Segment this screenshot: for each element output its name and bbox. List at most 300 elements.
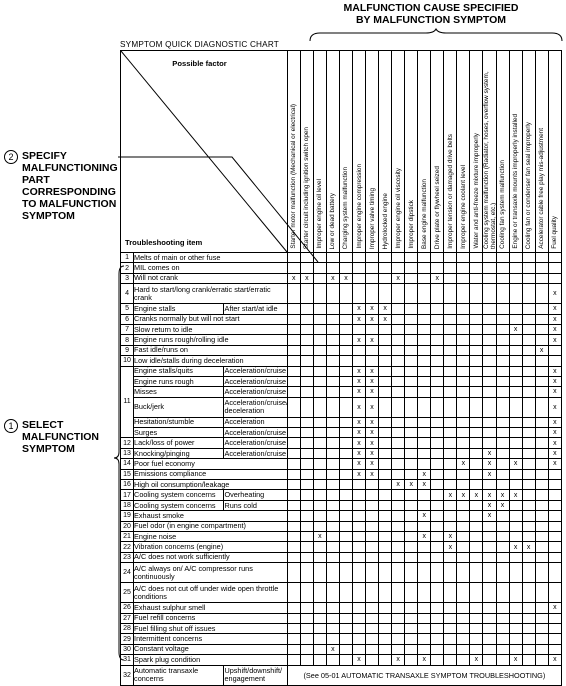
table-row bbox=[121, 613, 562, 623]
table-row bbox=[121, 366, 562, 376]
factor-cell bbox=[326, 490, 339, 500]
symptom-item: Fuel odor (in engine compartment) bbox=[134, 521, 288, 531]
callout-2-line: TO MALFUNCTION bbox=[22, 198, 117, 210]
factor-cell bbox=[326, 428, 339, 438]
table-row bbox=[121, 490, 562, 500]
factor-cell bbox=[418, 376, 431, 386]
factor-cell bbox=[287, 563, 300, 583]
factor-cell bbox=[483, 273, 496, 283]
factor-cell bbox=[535, 583, 548, 603]
symptom-item: Vibration concerns (engine) bbox=[134, 542, 288, 552]
factor-cell bbox=[522, 634, 535, 644]
factor-cell bbox=[326, 459, 339, 469]
factor-cell bbox=[548, 542, 561, 552]
factor-cell bbox=[483, 376, 496, 386]
factor-cell bbox=[444, 314, 457, 324]
row-number: 30 bbox=[121, 644, 134, 654]
factor-mark: x bbox=[548, 324, 561, 334]
factor-cell bbox=[470, 263, 483, 273]
factor-cell bbox=[379, 511, 392, 521]
factor-cell bbox=[457, 542, 470, 552]
factor-cell bbox=[431, 623, 444, 633]
factor-cell bbox=[470, 284, 483, 304]
factor-cell bbox=[339, 521, 352, 531]
factor-cell bbox=[300, 603, 313, 613]
factor-cell bbox=[470, 397, 483, 417]
factor-cell bbox=[379, 324, 392, 334]
table-row bbox=[121, 531, 562, 541]
factor-cell bbox=[300, 542, 313, 552]
factor-cell bbox=[509, 521, 522, 531]
row-number: 27 bbox=[121, 613, 134, 623]
factor-cell bbox=[300, 563, 313, 583]
symptom-item: Will not crank bbox=[134, 273, 288, 283]
factor-cell bbox=[313, 563, 326, 583]
factor-cell bbox=[287, 542, 300, 552]
factor-cell bbox=[326, 345, 339, 355]
factor-cell bbox=[418, 397, 431, 417]
factor-cell bbox=[300, 417, 313, 427]
factor-cell bbox=[496, 613, 509, 623]
factor-label: Drive plate or flywheel seized bbox=[433, 165, 441, 249]
factor-cell bbox=[405, 459, 418, 469]
factor-cell bbox=[313, 263, 326, 273]
factor-label: Improper valve timing bbox=[368, 187, 376, 249]
factor-cell bbox=[470, 335, 483, 345]
factor-cell bbox=[496, 655, 509, 665]
factor-mark: x bbox=[352, 459, 365, 469]
factor-cell bbox=[366, 273, 379, 283]
factor-cell bbox=[483, 335, 496, 345]
factor-cell bbox=[509, 469, 522, 479]
factor-cell bbox=[457, 511, 470, 521]
factor-cell bbox=[535, 511, 548, 521]
factor-cell bbox=[366, 356, 379, 366]
factor-cell bbox=[405, 521, 418, 531]
factor-mark: x bbox=[366, 376, 379, 386]
factor-cell bbox=[483, 253, 496, 263]
factor-cell bbox=[405, 613, 418, 623]
factor-cell bbox=[379, 345, 392, 355]
factor-cell bbox=[535, 356, 548, 366]
factor-cell bbox=[352, 623, 365, 633]
factor-cell bbox=[326, 634, 339, 644]
factor-mark: x bbox=[352, 314, 365, 324]
row-number: 8 bbox=[121, 335, 134, 345]
factor-cell bbox=[313, 387, 326, 397]
factor-cell bbox=[509, 253, 522, 263]
factor-cell bbox=[457, 583, 470, 603]
factor-cell bbox=[405, 603, 418, 613]
factor-cell bbox=[313, 511, 326, 521]
factor-cell bbox=[522, 469, 535, 479]
factor-cell bbox=[392, 531, 405, 541]
factor-cell bbox=[522, 253, 535, 263]
table-row bbox=[121, 634, 562, 644]
factor-cell bbox=[366, 583, 379, 603]
factor-cell bbox=[444, 428, 457, 438]
factor-cell bbox=[300, 521, 313, 531]
table-row bbox=[121, 469, 562, 479]
step-1-badge: 1 bbox=[4, 419, 18, 433]
factor-cell bbox=[352, 356, 365, 366]
factor-cell bbox=[483, 263, 496, 273]
row-number: 5 bbox=[121, 304, 134, 314]
symptom-item: High oil consumption/leakage bbox=[134, 480, 288, 490]
factor-cell bbox=[392, 324, 405, 334]
factor-cell bbox=[483, 397, 496, 417]
factor-cell bbox=[392, 387, 405, 397]
factor-cell bbox=[339, 563, 352, 583]
factor-cell bbox=[431, 438, 444, 448]
symptom-condition: After start/at idle bbox=[224, 304, 287, 314]
factor-cell bbox=[496, 531, 509, 541]
factor-label: Starter circuit including ignition switch open bbox=[303, 126, 311, 249]
table-row bbox=[121, 284, 562, 304]
row-number: 24 bbox=[121, 563, 134, 583]
factor-cell bbox=[444, 417, 457, 427]
factor-cell bbox=[405, 552, 418, 562]
factor-mark: x bbox=[509, 490, 522, 500]
factor-cell bbox=[287, 253, 300, 263]
factor-cell bbox=[522, 304, 535, 314]
factor-cell bbox=[548, 613, 561, 623]
factor-cell bbox=[405, 304, 418, 314]
table-row bbox=[121, 438, 562, 448]
factor-mark: x bbox=[509, 459, 522, 469]
factor-cell bbox=[522, 563, 535, 583]
factor-cell bbox=[352, 603, 365, 613]
factor-cell bbox=[509, 438, 522, 448]
factor-cell bbox=[418, 366, 431, 376]
factor-cell bbox=[444, 438, 457, 448]
factor-cell bbox=[535, 314, 548, 324]
table-row bbox=[121, 655, 562, 665]
factor-cell bbox=[470, 563, 483, 583]
factor-cell bbox=[509, 613, 522, 623]
factor-cell bbox=[352, 500, 365, 510]
factor-cell bbox=[418, 438, 431, 448]
factor-cell bbox=[535, 552, 548, 562]
factor-cell bbox=[444, 448, 457, 458]
factor-mark: x bbox=[366, 428, 379, 438]
factor-cell bbox=[405, 634, 418, 644]
diagnostic-chart-table bbox=[120, 50, 562, 686]
factor-cell bbox=[444, 284, 457, 304]
factor-mark: x bbox=[483, 500, 496, 510]
factor-cell bbox=[444, 634, 457, 644]
factor-label: Cooling fan or condenser fan seal improperly bbox=[525, 121, 533, 249]
factor-mark: x bbox=[366, 304, 379, 314]
symptom-item: Engine runs rough/rolling idle bbox=[134, 335, 288, 345]
factor-cell bbox=[313, 542, 326, 552]
factor-cell bbox=[339, 335, 352, 345]
factor-header bbox=[405, 51, 418, 253]
factor-cell bbox=[418, 253, 431, 263]
factor-cell bbox=[509, 376, 522, 386]
factor-cell bbox=[287, 511, 300, 521]
factor-mark: x bbox=[548, 417, 561, 427]
callout-2-line: SPECIFY bbox=[22, 150, 67, 162]
factor-cell bbox=[366, 644, 379, 654]
factor-cell bbox=[326, 613, 339, 623]
factor-cell bbox=[431, 263, 444, 273]
row-number: 29 bbox=[121, 634, 134, 644]
factor-cell bbox=[392, 634, 405, 644]
factor-cell bbox=[535, 284, 548, 304]
factor-mark: x bbox=[366, 448, 379, 458]
factor-cell bbox=[405, 263, 418, 273]
factor-cell bbox=[405, 284, 418, 304]
factor-cell bbox=[431, 284, 444, 304]
factor-cell bbox=[339, 263, 352, 273]
row-number: 1 bbox=[121, 253, 134, 263]
factor-cell bbox=[522, 428, 535, 438]
table-row bbox=[121, 511, 562, 521]
callout-2-line: CORRESPONDING bbox=[22, 186, 116, 198]
factor-cell bbox=[352, 480, 365, 490]
symptom-condition: Acceleration/cruise bbox=[224, 366, 287, 376]
factor-cell bbox=[418, 552, 431, 562]
factor-cell bbox=[418, 448, 431, 458]
symptom-item: MIL comes on bbox=[134, 263, 288, 273]
factor-cell bbox=[470, 583, 483, 603]
factor-cell bbox=[496, 356, 509, 366]
factor-cell bbox=[418, 314, 431, 324]
diagonal-divider bbox=[121, 51, 287, 252]
factor-cell bbox=[418, 335, 431, 345]
factor-cell bbox=[339, 417, 352, 427]
factor-cell bbox=[326, 563, 339, 583]
factor-mark: x bbox=[352, 397, 365, 417]
factor-cell bbox=[470, 531, 483, 541]
factor-cell bbox=[535, 542, 548, 552]
factor-cell bbox=[326, 304, 339, 314]
factor-cell bbox=[392, 500, 405, 510]
factor-cell bbox=[470, 324, 483, 334]
factor-cell bbox=[379, 542, 392, 552]
factor-cell bbox=[405, 542, 418, 552]
table-row bbox=[121, 273, 562, 283]
factor-cell bbox=[496, 583, 509, 603]
factor-cell bbox=[313, 273, 326, 283]
factor-mark: x bbox=[326, 273, 339, 283]
factor-cell bbox=[313, 448, 326, 458]
factor-cell bbox=[300, 634, 313, 644]
factor-cell bbox=[352, 552, 365, 562]
factor-cell bbox=[483, 521, 496, 531]
factor-cell bbox=[509, 634, 522, 644]
factor-cell bbox=[470, 438, 483, 448]
factor-cell bbox=[444, 613, 457, 623]
factor-cell bbox=[379, 583, 392, 603]
factor-label: Cooling system malfunction (Radiator, hoses, overflow system, thermostat, etc.) bbox=[483, 71, 498, 249]
factor-cell bbox=[339, 511, 352, 521]
factor-cell bbox=[522, 623, 535, 633]
factor-cell bbox=[483, 314, 496, 324]
factor-cell bbox=[457, 563, 470, 583]
factor-cell bbox=[496, 634, 509, 644]
factor-cell bbox=[444, 263, 457, 273]
symptom-item: Fuel refill concerns bbox=[134, 613, 288, 623]
factor-cell bbox=[418, 273, 431, 283]
factor-cell bbox=[470, 304, 483, 314]
factor-cell bbox=[339, 542, 352, 552]
factor-mark: x bbox=[548, 655, 561, 665]
factor-cell bbox=[509, 644, 522, 654]
factor-cell bbox=[326, 284, 339, 304]
factor-cell bbox=[522, 655, 535, 665]
row-number: 12 bbox=[121, 438, 134, 448]
factor-cell bbox=[287, 469, 300, 479]
factor-cell bbox=[287, 366, 300, 376]
factor-cell bbox=[339, 623, 352, 633]
factor-cell bbox=[535, 263, 548, 273]
factor-cell bbox=[470, 428, 483, 438]
factor-cell bbox=[418, 603, 431, 613]
factor-cell bbox=[352, 644, 365, 654]
factor-cell bbox=[470, 623, 483, 633]
factor-cell bbox=[548, 263, 561, 273]
table-row bbox=[121, 459, 562, 469]
factor-header bbox=[535, 51, 548, 253]
factor-cell bbox=[444, 253, 457, 263]
factor-cell bbox=[431, 634, 444, 644]
row-number: 28 bbox=[121, 623, 134, 633]
factor-cell bbox=[457, 273, 470, 283]
factor-cell bbox=[326, 511, 339, 521]
factor-cell bbox=[339, 490, 352, 500]
factor-cell bbox=[431, 655, 444, 665]
factor-cell bbox=[470, 345, 483, 355]
factor-cell bbox=[444, 469, 457, 479]
factor-cell bbox=[287, 531, 300, 541]
factor-cell bbox=[300, 376, 313, 386]
factor-cell bbox=[535, 428, 548, 438]
factor-cell bbox=[496, 387, 509, 397]
factor-cell bbox=[366, 603, 379, 613]
factor-cell bbox=[535, 438, 548, 448]
factor-cell bbox=[379, 644, 392, 654]
factor-cell bbox=[444, 273, 457, 283]
factor-mark: x bbox=[352, 376, 365, 386]
corner-cell bbox=[121, 51, 288, 253]
factor-cell bbox=[300, 469, 313, 479]
factor-cell bbox=[457, 417, 470, 427]
factor-cell bbox=[392, 284, 405, 304]
factor-cell bbox=[418, 324, 431, 334]
factor-cell bbox=[470, 634, 483, 644]
factor-cell bbox=[431, 253, 444, 263]
factor-label: Hydrolocked engine bbox=[381, 192, 389, 249]
factor-cell bbox=[366, 542, 379, 552]
factor-cell bbox=[522, 613, 535, 623]
factor-header bbox=[496, 51, 509, 253]
factor-cell bbox=[483, 345, 496, 355]
factor-cell bbox=[496, 521, 509, 531]
factor-cell bbox=[431, 500, 444, 510]
table-row bbox=[121, 563, 562, 583]
factor-cell bbox=[548, 490, 561, 500]
factor-cell bbox=[300, 623, 313, 633]
factor-cell bbox=[339, 552, 352, 562]
factor-cell bbox=[287, 376, 300, 386]
factor-cell bbox=[509, 448, 522, 458]
factor-cell bbox=[522, 552, 535, 562]
factor-mark: x bbox=[483, 459, 496, 469]
factor-cell bbox=[300, 324, 313, 334]
factor-cell bbox=[496, 304, 509, 314]
factor-cell bbox=[379, 387, 392, 397]
factor-cell bbox=[392, 345, 405, 355]
factor-cell bbox=[444, 335, 457, 345]
factor-cell bbox=[405, 335, 418, 345]
factor-cell bbox=[326, 583, 339, 603]
factor-cell bbox=[339, 634, 352, 644]
factor-mark: x bbox=[496, 500, 509, 510]
factor-cell bbox=[457, 335, 470, 345]
factor-cell bbox=[496, 511, 509, 521]
factor-cell bbox=[366, 623, 379, 633]
factor-cell bbox=[522, 356, 535, 366]
factor-cell bbox=[535, 521, 548, 531]
factor-header bbox=[366, 51, 379, 253]
factor-cell bbox=[509, 273, 522, 283]
factor-label: Charging system malfunction bbox=[342, 166, 350, 249]
factor-cell bbox=[287, 490, 300, 500]
factor-mark: x bbox=[366, 366, 379, 376]
factor-cell bbox=[457, 438, 470, 448]
table-row bbox=[121, 428, 562, 438]
factor-cell bbox=[535, 500, 548, 510]
factor-cell bbox=[431, 324, 444, 334]
table-row bbox=[121, 387, 562, 397]
factor-cell bbox=[496, 469, 509, 479]
factor-cell bbox=[392, 417, 405, 427]
factor-cell bbox=[457, 634, 470, 644]
factor-mark: x bbox=[509, 324, 522, 334]
table-row bbox=[121, 623, 562, 633]
symptom-item: Engine stalls/quits bbox=[134, 366, 224, 376]
factor-cell bbox=[418, 634, 431, 644]
factor-mark: x bbox=[418, 469, 431, 479]
factor-cell bbox=[379, 490, 392, 500]
factor-cell bbox=[470, 500, 483, 510]
factor-label: Starter motor malfunction (Mechanical or electrical) bbox=[290, 104, 298, 249]
factor-cell bbox=[509, 335, 522, 345]
factor-cell bbox=[300, 345, 313, 355]
factor-cell bbox=[287, 356, 300, 366]
symptom-item: Engine runs rough bbox=[134, 376, 224, 386]
factor-cell bbox=[326, 366, 339, 376]
factor-cell bbox=[405, 397, 418, 417]
factor-cell bbox=[405, 644, 418, 654]
callout-1-line: MALFUNCTION bbox=[22, 431, 99, 443]
factor-cell bbox=[405, 366, 418, 376]
factor-cell bbox=[405, 253, 418, 263]
factor-cell bbox=[366, 263, 379, 273]
factor-cell bbox=[313, 438, 326, 448]
factor-mark: x bbox=[313, 531, 326, 541]
factor-mark: x bbox=[509, 542, 522, 552]
factor-cell bbox=[339, 644, 352, 654]
row-number: 2 bbox=[121, 263, 134, 273]
factor-cell bbox=[444, 366, 457, 376]
factor-cell bbox=[392, 542, 405, 552]
factor-cell bbox=[522, 459, 535, 469]
table-row bbox=[121, 603, 562, 613]
factor-cell bbox=[287, 583, 300, 603]
